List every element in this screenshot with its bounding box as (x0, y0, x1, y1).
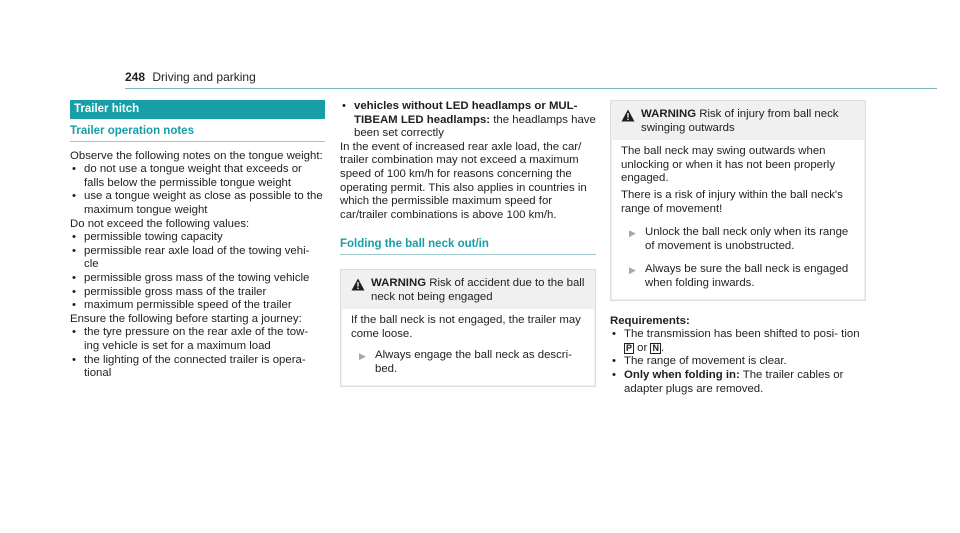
list-item: • maximum permissible speed of the trailer (70, 299, 325, 313)
page-header (125, 71, 256, 85)
page-number: 248 (125, 70, 146, 84)
led-list (340, 100, 596, 141)
section-title: Trailer hitch (70, 100, 325, 119)
list-item (610, 328, 866, 355)
list-item: • do not use a tongue weight that exceeds or falls below the permissible tongue weight (70, 163, 325, 190)
warning-header (341, 270, 595, 309)
step-arrow-icon: ▶ (629, 265, 636, 276)
warning-title (371, 277, 587, 304)
warning-step (621, 226, 856, 253)
step-text: Unlock the ball neck only when its range of movement is unobstructed. (645, 226, 849, 252)
warning-step (351, 349, 586, 376)
list-item: • use a tongue weight as close as possible to the maximum tongue weight (70, 190, 325, 217)
req-or: or (634, 341, 651, 354)
list-item: • permissible towing capacity (70, 231, 325, 245)
step-text: Always engage the ball neck as descri- bed. (375, 349, 572, 375)
warning-body-text: If the ball neck is not engaged, the trailer may come loose. (351, 314, 581, 340)
warning-label: WARNING (641, 108, 697, 120)
req-text: The transmission has been shifted to posi- tion (624, 328, 860, 341)
step-arrow-icon: ▶ (629, 228, 636, 239)
requirements-heading (610, 315, 866, 329)
axle-paragraph: In the event of increased rear axle load, the car/ trailer combination may not exceed a maximum speed of 100 km/h for reasons concerning the operating permit. This also applies in countries in which the permissible maximum speed for car/trailer combinations is above 100 km/h. (340, 140, 587, 221)
req-text: The trailer cables or adapter plugs are removed. (624, 368, 844, 395)
ensure-list (70, 326, 325, 380)
gear-p-icon: P (626, 342, 633, 353)
requirements-list (610, 328, 866, 396)
tongue-intro: Observe the following notes on the tongue weight: (70, 149, 323, 162)
warning-triangle-icon (351, 278, 365, 291)
warning-header (611, 101, 865, 140)
list-item: • the tyre pressure on the rear axle of the tow- ing vehicle is set for a maximum load (70, 326, 325, 353)
ensure-intro: Ensure the following before starting a journey: (70, 312, 302, 325)
warning-triangle-icon (621, 109, 635, 122)
list-item: • The range of movement is clear. (610, 355, 866, 369)
list-item: • permissible gross mass of the trailer (70, 286, 325, 300)
warning-body-text: There is a risk of injury within the ball neck's range of movement! (621, 188, 843, 215)
subheading-folding: Folding the ball neck out/in (340, 238, 596, 255)
req-bold: Only when folding in: (624, 368, 740, 381)
warning-label: WARNING (371, 276, 427, 289)
warning-box-injury (610, 100, 866, 301)
warning-text: Risk of injury from ball neck swinging outwards (641, 108, 839, 134)
warning-text: Risk of accident due to the ball neck not being engaged (371, 276, 585, 303)
warning-step (621, 263, 856, 290)
column-1 (70, 100, 325, 381)
step-text: Always be sure the ball neck is engaged when folding inwards. (645, 263, 849, 289)
tongue-list (70, 163, 325, 217)
warning-body (342, 309, 594, 384)
column-3 (610, 100, 866, 396)
step-arrow-icon: ▶ (359, 351, 366, 362)
requirements-label: Requirements: (610, 314, 690, 327)
header-divider (125, 88, 937, 89)
exceed-list (70, 231, 325, 313)
warning-body-text: The ball neck may swing outwards when unlocking or when it has not been properly engaged. (621, 145, 836, 185)
exceed-intro: Do not exceed the following values: (70, 217, 250, 230)
warning-title (641, 108, 857, 135)
subheading-trailer-operation: Trailer operation notes (70, 125, 325, 142)
list-item: • the lighting of the connected trailer is opera- tional (70, 354, 325, 381)
led-bold: vehicles without LED headlamps or MUL- TIBEAM LED headlamps: (354, 100, 578, 126)
warning-box-accident (340, 269, 596, 387)
req-end: . (660, 341, 665, 354)
led-text: the headlamps have been set correctly (354, 113, 596, 140)
list-item (610, 369, 866, 396)
list-item: • permissible gross mass of the towing vehicle (70, 272, 325, 286)
list-item (340, 100, 596, 141)
column-2 (340, 100, 596, 387)
section-name: Driving and parking (152, 70, 256, 84)
warning-body (612, 140, 864, 298)
gear-n-icon: N (652, 342, 659, 353)
list-item: • permissible rear axle load of the towing vehi- cle (70, 245, 325, 272)
